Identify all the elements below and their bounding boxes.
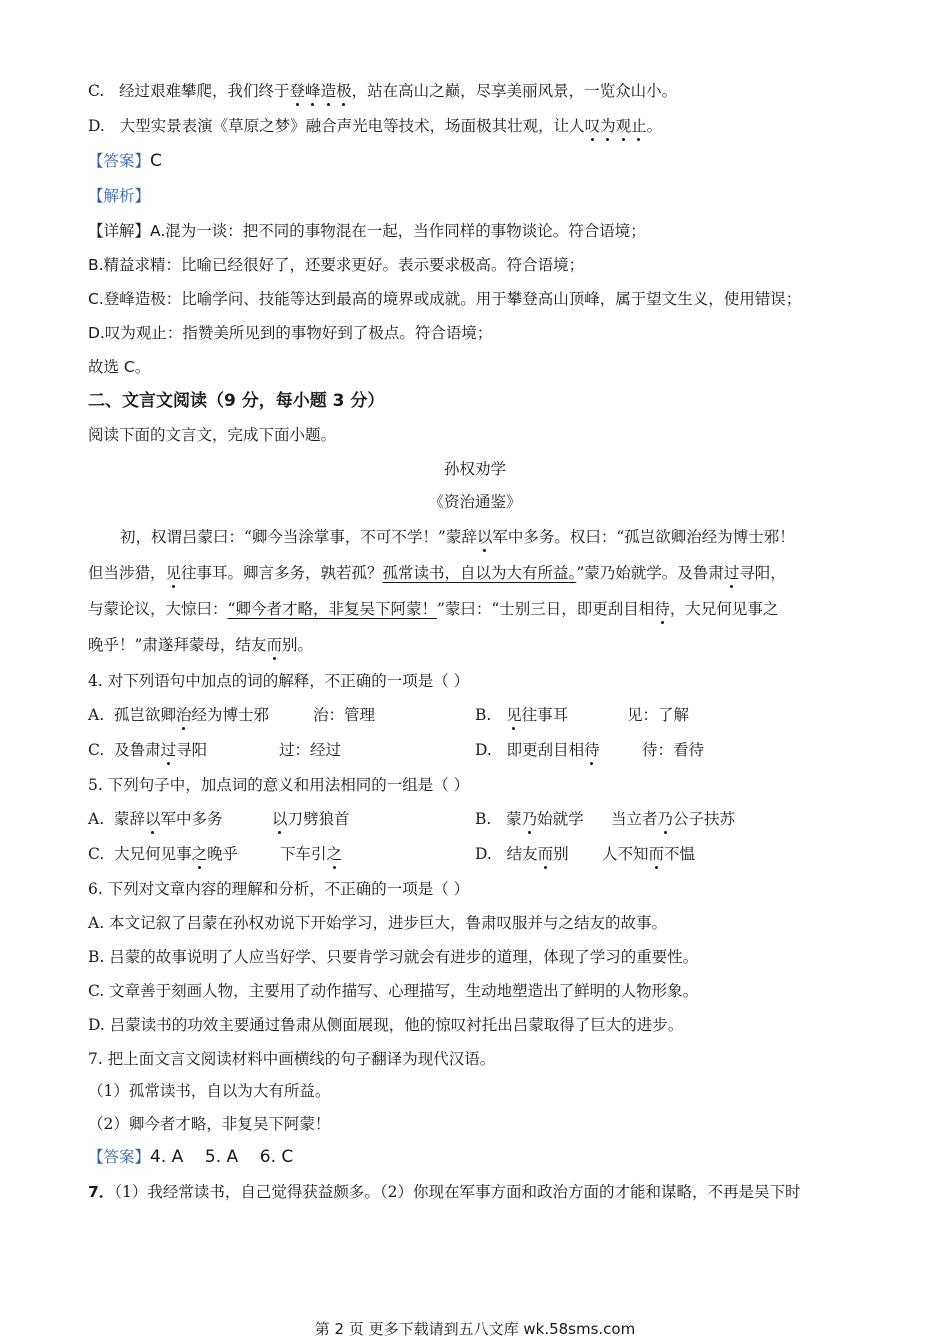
underlined-sentence: “卿今者才略，非复吴下阿蒙！ <box>227 600 437 618</box>
passage-text: 与蒙论议，大惊曰： <box>88 600 228 618</box>
explain-b: B.精益求精：比喻已经很好了，还要求更好。表示要求极高。符合语境； <box>88 256 585 274</box>
explain-conclusion: 故选 C。 <box>88 358 151 376</box>
page-footer: 第 2 页 更多下载请到五八文库 wk.58sms.com <box>314 1320 636 1338</box>
choice-text: ，站在高山之巅，尽享美丽风景，一览众山小。 <box>351 82 678 100</box>
option-text: 别 <box>553 845 569 863</box>
emphasis-char: 以 <box>476 528 493 546</box>
q5-b-pair <box>611 808 735 830</box>
dotted-word <box>724 564 740 582</box>
emphasis-char: 乃 <box>657 810 674 828</box>
emphasis-char: 登 <box>289 82 306 100</box>
passage-text: ”蒙乃始就学。及鲁肃 <box>576 564 724 582</box>
option-text: 下车引 <box>280 845 327 863</box>
q7-sentence-2: （2）卿今者才略，非复吴下阿蒙！ <box>88 1115 331 1133</box>
emphasis-char: 治 <box>176 706 192 724</box>
q5-option-b <box>475 808 584 830</box>
option-text: 不愠 <box>664 845 696 863</box>
emphasis-char: 过 <box>723 564 740 582</box>
choice-letter: C. <box>88 82 105 100</box>
explain-text: A.混为一谈：把不同的事物混在一起，当作同样的事物谈论。符合语境； <box>150 222 646 240</box>
passage-text: 初，权谓吕蒙曰：“卿今当涂掌事，不可不学！”蒙辞 <box>120 528 477 546</box>
option-text: 始就学 <box>537 810 584 828</box>
q7-stem: 7. 把上面文言文阅读材料中画横线的句子翻译为现代汉语。 <box>88 1050 496 1068</box>
emphasis-char: 见 <box>506 706 522 724</box>
analysis-label: 【解析】 <box>88 187 151 205</box>
answer-label: 【答案】 <box>88 152 151 170</box>
q4-stem: 4. 对下列语句中加点的词的解释，不正确的一项是（ ） <box>88 672 470 690</box>
q5-option-a <box>88 808 223 830</box>
choice-d-line <box>88 115 662 137</box>
dotted-word <box>192 845 208 863</box>
emphasis-char: 为 <box>600 117 616 135</box>
dotted-word <box>166 564 182 582</box>
option-text: 蒙 <box>506 810 522 828</box>
option-text: 及鲁肃 <box>114 741 161 759</box>
dotted-word <box>327 845 343 863</box>
passage-title: 孙权劝学 <box>443 460 506 478</box>
emphasis-char: 而 <box>648 845 665 863</box>
explain-a <box>88 220 646 242</box>
dotted-word <box>161 741 177 759</box>
option-text: 蒙辞 <box>113 810 145 828</box>
q4-option-b <box>475 704 568 726</box>
q4-option-a <box>88 704 269 726</box>
option-text: 人不知 <box>602 845 649 863</box>
emphasis-char: 之 <box>326 845 343 863</box>
emphasis-char: 叹 <box>584 117 601 135</box>
explain-c: C.登峰造极：比喻学问、技能等达到最高的境界或成就。用于攀登高山顶峰，属于望文生义，使用错误； <box>88 290 802 308</box>
passage-text: 别。 <box>281 636 313 654</box>
q6-option-b: B. 吕蒙的故事说明了人应当好学、只要肯学习就会有进步的道理，体现了学习的重要性。 <box>88 948 699 966</box>
option-text: 刀劈狼首 <box>287 810 350 828</box>
dotted-word <box>658 810 674 828</box>
passage-text: ，大兄何见事之 <box>669 600 779 618</box>
dotted-word <box>585 117 647 135</box>
q5-stem: 5. 下列句子中，加点词的意义和用法相同的一组是（ ） <box>88 776 470 794</box>
q4-option-d <box>475 739 600 761</box>
dotted-word <box>584 741 600 759</box>
emphasis-char: 乃 <box>521 810 538 828</box>
dotted-word <box>654 600 670 618</box>
option-text: 往事耳 <box>521 706 569 724</box>
answer-label: 【答案】 <box>88 1148 151 1166</box>
passage-para-1 <box>120 526 795 548</box>
q5-a-pair <box>272 808 350 830</box>
dotted-word <box>176 706 192 724</box>
dotted-word <box>145 810 161 828</box>
emphasis-char: 待 <box>654 600 670 618</box>
option-letter: B. <box>475 706 492 724</box>
emphasis-char: 以 <box>272 810 288 828</box>
q4-b-gloss: 见：了解 <box>627 706 690 724</box>
emphasis-char: 止 <box>631 117 647 135</box>
passage-source: 《资治通鉴》 <box>428 493 522 511</box>
option-text: 公子扶苏 <box>673 810 736 828</box>
dotted-word <box>522 810 538 828</box>
answer-value: C <box>150 151 162 171</box>
option-text: 寻阳 <box>176 741 208 759</box>
dotted-word <box>272 810 288 828</box>
emphasis-char: 见 <box>165 564 182 582</box>
answer-value: 4. A 5. A 6. C <box>150 1147 294 1167</box>
passage-para-2 <box>88 562 786 584</box>
answer-number: 7． <box>88 1183 115 1201</box>
q4-d-gloss: 待：看待 <box>642 741 705 759</box>
q6-option-a: A. 本文记叙了吕蒙在孙权劝说下开始学习，进步巨大，鲁肃叹服并与之结友的故事。 <box>88 914 668 932</box>
emphasis-char: 待 <box>584 741 600 759</box>
q4-option-c <box>88 739 207 761</box>
passage-text: 寻阳， <box>739 564 786 582</box>
option-letter: D. <box>475 741 492 759</box>
emphasis-char: 而 <box>537 845 554 863</box>
option-letter: B. <box>475 810 492 828</box>
dotted-word <box>538 845 554 863</box>
q4-a-gloss: 治：管理 <box>313 706 376 724</box>
emphasis-char: 过 <box>160 741 177 759</box>
emphasis-char: 之 <box>191 845 208 863</box>
q6-option-c: C. 文章善于刻画人物，主要用了动作描写、心理描写，生动地塑造出了鲜明的人物形象。 <box>88 982 699 1000</box>
choice-text: 大型实景表演《草原之梦》融合声光电等技术，场面极其壮观，让人 <box>119 117 585 135</box>
option-text: 孤岂欲卿 <box>113 706 176 724</box>
section-intro: 阅读下面的文言文，完成下面小题。 <box>88 426 337 444</box>
q6-option-d: D. 吕蒙读书的功效主要通过鲁肃从侧面展现，他的惊叹衬托出吕蒙取得了巨大的进步。 <box>88 1016 684 1034</box>
choice-text: 经过艰难攀爬，我们终于 <box>119 82 290 100</box>
passage-text: 军中多务。权曰：“孤岂欲卿治经为博士邪！ <box>492 528 795 546</box>
option-text: 大兄何见事 <box>114 845 192 863</box>
option-letter: A. <box>88 706 105 724</box>
option-text: 晚乎 <box>207 845 239 863</box>
emphasis-char: 以 <box>145 810 161 828</box>
option-letter: D. <box>475 845 492 863</box>
answer-line-1 <box>88 150 162 172</box>
q5-option-d <box>475 843 569 865</box>
option-text: 结友 <box>506 845 538 863</box>
answer-line-2 <box>88 1146 293 1168</box>
passage-text: 往事耳。卿言多务，孰若孤？ <box>181 564 383 582</box>
emphasis-char: 造 <box>320 82 337 100</box>
choice-text: 。 <box>646 117 663 135</box>
q5-d-pair <box>602 843 695 865</box>
dotted-word <box>266 636 282 654</box>
section-heading: 二、文言文阅读（9 分，每小题 3 分） <box>88 391 385 411</box>
option-text: 经为博士邪 <box>191 706 270 724</box>
q5-c-pair <box>280 843 342 865</box>
option-letter: A. <box>88 810 105 828</box>
option-text: 即更刮目相 <box>506 741 585 759</box>
emphasis-char: 峰 <box>305 82 321 100</box>
q5-option-c <box>88 843 238 865</box>
emphasis-char: 观 <box>615 117 632 135</box>
dotted-word <box>290 82 352 100</box>
passage-para-3 <box>88 598 778 620</box>
underlined-sentence: 孤常读书，自以为大有所益。 <box>382 564 577 582</box>
option-letter: C. <box>88 845 105 863</box>
answer-7 <box>88 1181 801 1203</box>
emphasis-char: 极 <box>336 82 352 100</box>
choice-c-line <box>88 80 677 102</box>
choice-letter: D. <box>88 117 105 135</box>
explain-label: 【详解】 <box>88 222 151 240</box>
option-letter: C. <box>88 741 105 759</box>
option-text: 当立者 <box>611 810 658 828</box>
dotted-word <box>477 528 493 546</box>
q7-sentence-1: （1）孤常读书，自以为大有所益。 <box>88 1082 331 1100</box>
option-text: 军中多务 <box>160 810 223 828</box>
q4-c-gloss: 过：经过 <box>279 741 342 759</box>
dotted-word <box>506 706 522 724</box>
explain-d: D.叹为观止：指赞美所见到的事物好到了极点。符合语境； <box>88 324 493 342</box>
passage-text: 但当涉猎， <box>88 564 166 582</box>
passage-para-4 <box>88 634 313 656</box>
q6-stem: 6. 下列对文章内容的理解和分析，不正确的一项是（ ） <box>88 880 470 898</box>
answer-text: （1）我经常读书，自己觉得获益颇多。（2）你现在军事方面和政治方面的才能和谋略，不再是吴下时 <box>114 1183 801 1201</box>
passage-text: 晚乎！”肃遂拜蒙母，结友 <box>88 636 267 654</box>
dotted-word <box>649 845 665 863</box>
emphasis-char: 而 <box>266 636 282 654</box>
passage-text: ”蒙曰：“士别三日，即更刮目相 <box>436 600 655 618</box>
